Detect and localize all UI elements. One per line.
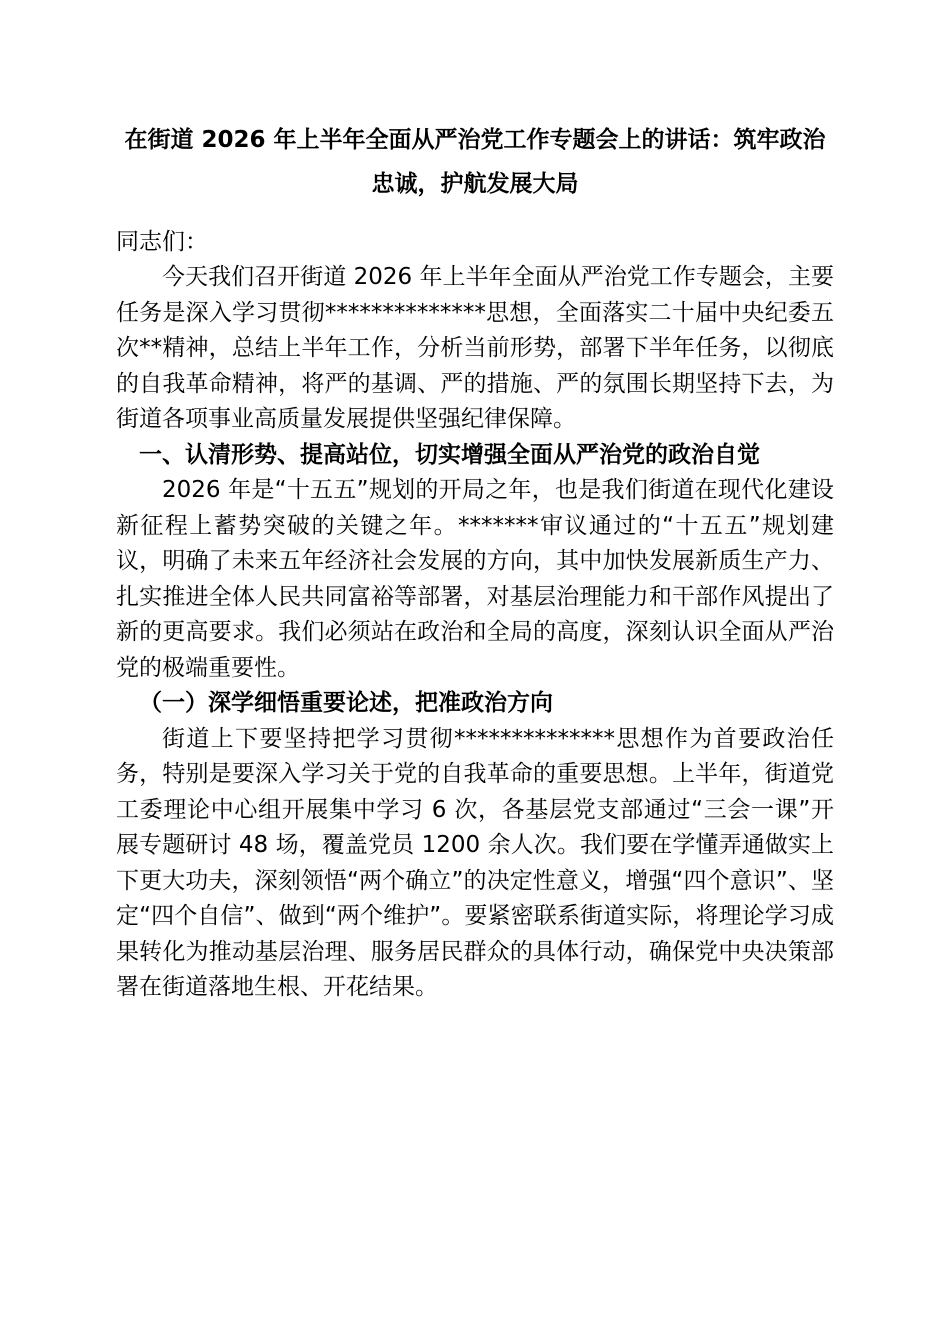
section-1-heading: 一、认清形势、提高站位，切实增强全面从严治党的政治自觉 <box>139 441 760 468</box>
subsection-1-heading: （一）深学细悟重要论述，把准政治方向 <box>139 690 553 716</box>
document-title: 在街道 2026 年上半年全面从严治党工作专题会上的讲话：筑牢政治忠诚，护航发展大局 <box>124 127 826 197</box>
intro-paragraph: 今天我们召开街道 2026 年上半年全面从严治党工作专题会，主要任务是深入学习贯彻**************思想，全面落实二十届中央纪委五次**精神，总结上半年工作，分析当前形势，部署下半年任务，以彻底的自我革命精神，将严的基调、严的措施、严的氛围长期坚持下去，为街道各项事业高质量发展提供坚强纪律保障。 <box>116 264 834 432</box>
subsection-1-paragraph: 街道上下要坚持把学习贯彻**************思想作为首要政治任务，特别是要深入学习关于党的自我革命的重要思想。上半年，街道党工委理论中心组开展集中学习 6 次，各基层党支部通过“三会一课”开展专题研讨 48 场，覆盖党员 1200 余人次。我们要在学懂弄通做实上下更大功夫，深刻领悟“两个确立”的决定性意义，增强“四个意识”、坚定“四个自信”、做到“两个维护”。要紧密联系街道实际，将理论学习成果转化为推动基层治理、服务居民群众的具体行动，确保党中央决策部署在街道落地生根、开花结果。 <box>116 725 834 1000</box>
document-page <box>116 118 834 1006</box>
salutation: 同志们： <box>116 229 208 255</box>
section-1-paragraph: 2026 年是“十五五”规划的开局之年，也是我们街道在现代化建设新征程上蓄势突破的关键之年。*******审议通过的“十五五”规划建议，明确了未来五年经济社会发展的方向，其中加快发展新质生产力、扎实推进全体人民共同富裕等部署，对基层治理能力和干部作风提出了新的更高要求。我们必须站在政治和全局的高度，深刻认识全面从严治党的极端重要性。 <box>116 477 834 681</box>
